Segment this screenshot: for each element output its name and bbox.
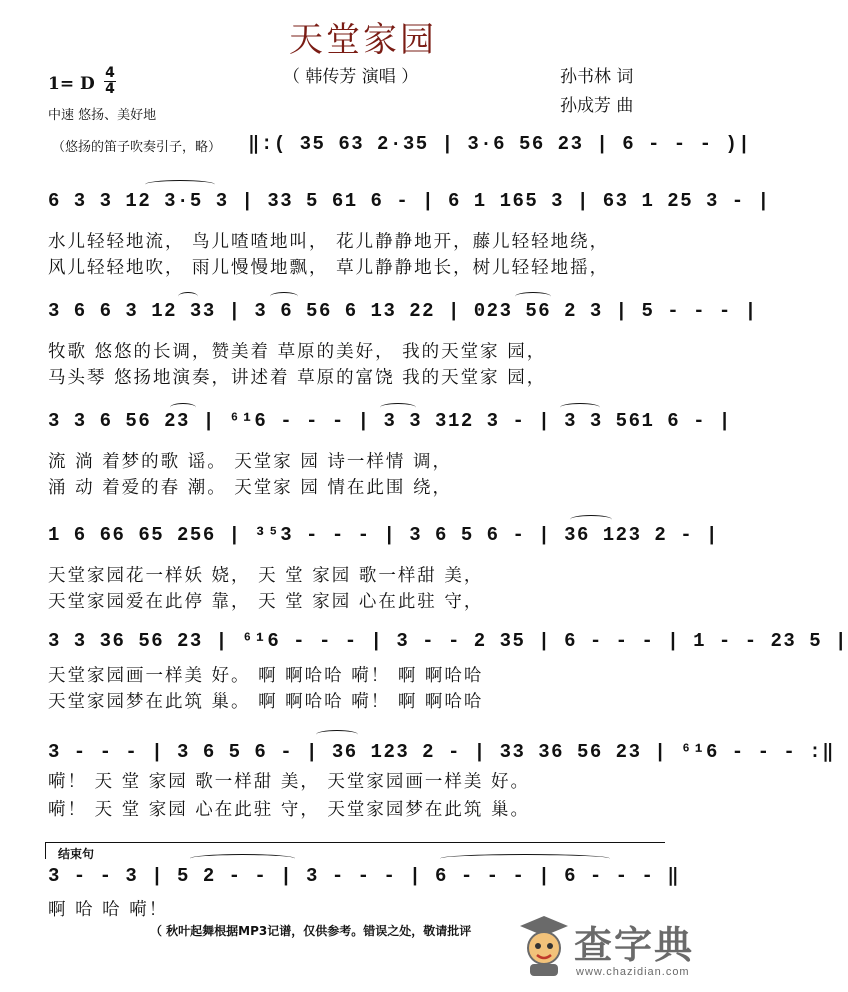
time-numerator: 4: [105, 65, 115, 81]
tempo-marking: 中速 悠扬、美好地: [48, 108, 157, 123]
score-row: 3 - - 3 | 5 2 - - | 3 - - - | 6 - - - | 6 - - - ‖: [48, 865, 681, 887]
time-denominator: 4: [105, 81, 115, 97]
lyric-line: 流 淌 着梦的歌 谣。 天堂家 园 诗一样情 调，: [48, 452, 452, 472]
score-row: ‖:( 35 63 2·35 | 3·6 56 23 | 6 - - - )|: [248, 133, 752, 155]
score-row: 3 3 6 56 23 | ⁶¹6 - - - | 3 3 312 3 - | 3 3 561 6 - |: [48, 410, 732, 432]
slur-mark: [440, 854, 610, 863]
score-row: 3 6 6 3 12 33 | 3 6 56 6 13 22 | 023 56 2 3 | 5 - - - |: [48, 300, 758, 322]
lyric-line: 风儿轻轻地吹， 雨儿慢慢地飘， 草儿静静地长，树儿轻轻地摇，: [48, 258, 610, 278]
score-row: 3 3 36 56 23 | ⁶¹6 - - - | 3 - - 2 35 | 6 - - - | 1 - - 23 5 |: [48, 630, 848, 652]
logo-url[interactable]: www.chazidian.com: [576, 966, 690, 978]
lyric-line: 天堂家园梦在此筑 巢。 啊 啊哈哈 嗬！ 啊 啊哈哈: [48, 692, 484, 712]
footer-note: （ 秋叶起舞根据MP3记谱，仅供参考。错误之处，敬请批评: [150, 924, 472, 938]
lyric-line: 天堂家园花一样妖 娆， 天 堂 家园 歌一样甜 美，: [48, 566, 484, 586]
singer-credit: （ 韩传芳 演唱 ）: [283, 67, 419, 87]
intro-note: （悠扬的笛子吹奏引子，略）: [52, 140, 222, 155]
score-row: 1 6 66 65 256 | ³⁵3 - - - | 3 6 5 6 - | 36 123 2 - |: [48, 524, 719, 546]
lyric-line: 啊 哈 哈 嗬！: [48, 900, 169, 920]
time-signature: [104, 66, 116, 97]
ending-label: 结束句: [58, 847, 95, 861]
lyric-line: 马头琴 悠扬地演奏，讲述着 草原的富饶 我的天堂家 园，: [48, 368, 547, 388]
slur-mark: [316, 730, 358, 739]
lyric-line: 牧歌 悠悠的长调，赞美着 草原的美好， 我的天堂家 园，: [48, 342, 547, 362]
graduate-mascot-icon: [516, 910, 572, 978]
lyricist-credit: 孙书林 词: [560, 67, 634, 87]
lyric-line: 嗬！ 天 堂 家园 歌一样甜 美， 天堂家园画一样美 好。: [48, 772, 530, 792]
lyric-line: 天堂家园爱在此停 靠， 天 堂 家园 心在此驻 守，: [48, 592, 484, 612]
score-row: 6 3 3 12 3·5 3 | 33 5 61 6 - | 6 1 165 3 | 63 1 25 3 - |: [48, 190, 771, 212]
logo-text: 查字典: [574, 923, 695, 967]
ending-bracket: [45, 842, 665, 843]
slur-mark: [190, 854, 295, 863]
key-signature: 1= D: [48, 74, 95, 94]
song-title: 天堂家园: [289, 20, 437, 60]
lyric-line: 水儿轻轻地流， 鸟儿喳喳地叫， 花儿静静地开，藤儿轻轻地绕，: [48, 232, 610, 252]
slur-mark: [145, 180, 215, 189]
lyric-line: 天堂家园画一样美 好。 啊 啊哈哈 嗬！ 啊 啊哈哈: [48, 666, 484, 686]
lyric-line: 涌 动 着爱的春 潮。 天堂家 园 情在此围 绕，: [48, 478, 452, 498]
lyric-line: 嗬！ 天 堂 家园 心在此驻 守， 天堂家园梦在此筑 巢。: [48, 800, 530, 820]
slur-mark: [570, 515, 612, 524]
composer-credit: 孙成芳 曲: [560, 96, 634, 116]
score-row: 3 - - - | 3 6 5 6 - | 36 123 2 - | 33 36 56 23 | ⁶¹6 - - - :‖: [48, 741, 836, 763]
